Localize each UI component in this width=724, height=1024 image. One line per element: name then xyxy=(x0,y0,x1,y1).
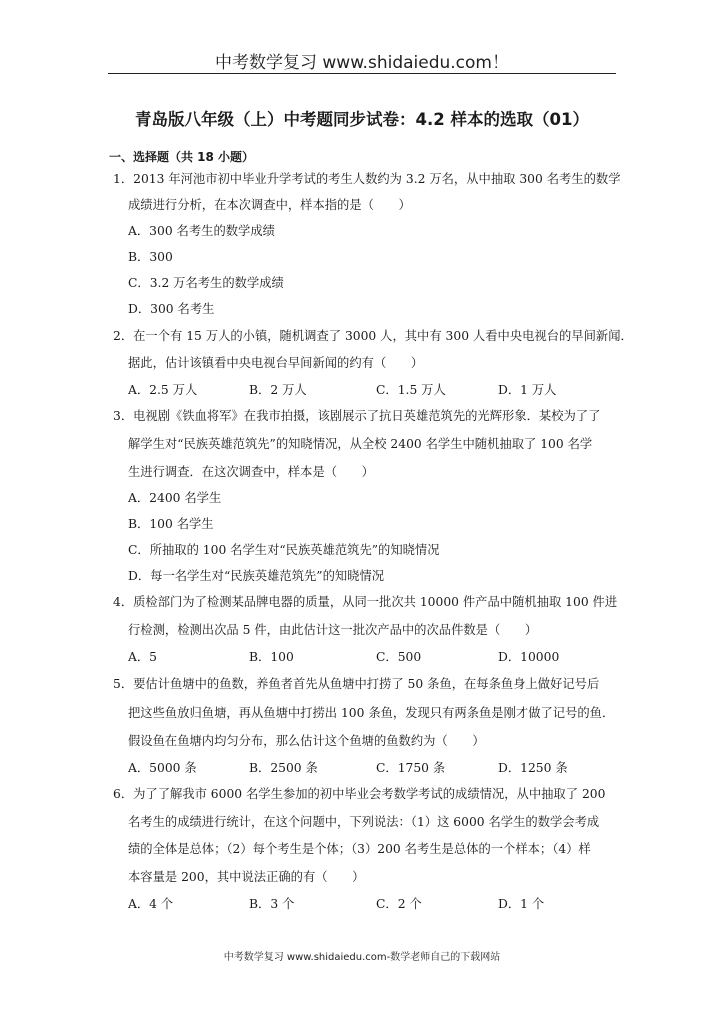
question-3-line-1: 3．电视剧《铁血将军》在我市拍摄，该剧展示了抗日英雄范筑先的光辉形象．某校为了了 xyxy=(113,409,601,423)
question-4-option-b: B．100 xyxy=(249,650,294,664)
question-6-line-2: 名考生的成绩进行统计，在这个问题中，下列说法：（1）这 6000 名学生的数学会考成 xyxy=(128,815,600,829)
question-6-line-4: 本容量是 200，其中说法正确的有（ ） xyxy=(128,870,365,884)
page-footer: 中考数学复习 www.shidaiedu.com-数学老师自己的下载网站 xyxy=(223,952,501,963)
question-5-option-c: C．1750 条 xyxy=(376,761,446,775)
question-5-option-a: A．5000 条 xyxy=(128,761,197,775)
question-6-option-d: D．1 个 xyxy=(498,897,545,911)
section-heading: 一、选择题（共 18 小题） xyxy=(109,150,255,164)
question-5-option-d: D．1250 条 xyxy=(498,761,568,775)
question-5-line-3: 假设鱼在鱼塘内均匀分布，那么估计这个鱼塘的鱼数约为（ ） xyxy=(128,734,485,748)
question-3-option-b: B．100 名学生 xyxy=(128,517,214,531)
question-3-line-2: 解学生对“民族英雄范筑先”的知晓情况，从全校 2400 名学生中随机抽取了 100 名学 xyxy=(128,437,593,451)
question-2-option-c: C．1.5 万人 xyxy=(376,383,446,397)
question-5-option-b: B．2500 条 xyxy=(249,761,318,775)
page-header: 中考数学复习 www.shidaiedu.com！ xyxy=(215,53,509,73)
question-6-option-b: B．3 个 xyxy=(249,897,295,911)
question-1-option-b: B．300 xyxy=(128,250,173,264)
question-4-line-1: 4．质检部门为了检测某品牌电器的质量，从同一批次共 10000 件产品中随机抽取 100 件进 xyxy=(113,595,618,609)
question-2-line-1: 2．在一个有 15 万人的小镇，随机调查了 3000 人，其中有 300 人看中央电视台的早间新闻． xyxy=(113,329,633,343)
question-4-option-d: D．10000 xyxy=(498,650,560,664)
question-2-option-d: D．1 万人 xyxy=(498,383,557,397)
question-3-option-d: D．每一名学生对“民族英雄范筑先”的知晓情况 xyxy=(128,569,385,583)
question-6-option-a: A．4 个 xyxy=(128,897,174,911)
question-3-option-c: C．所抽取的 100 名学生对“民族英雄范筑先”的知晓情况 xyxy=(128,543,440,557)
question-2-line-2: 据此，估计该镇看中央电视台早间新闻的约有（ ） xyxy=(128,356,424,370)
question-2-option-b: B．2 万人 xyxy=(249,383,307,397)
question-4-line-2: 行检测，检测出次品 5 件，由此估计这一批次产品中的次品件数是（ ） xyxy=(128,623,538,637)
question-2-option-a: A．2.5 万人 xyxy=(128,383,198,397)
question-4-option-c: C．500 xyxy=(376,650,422,664)
question-3-option-a: A．2400 名学生 xyxy=(128,491,222,505)
question-5-line-2: 把这些鱼放归鱼塘，再从鱼塘中打捞出 100 条鱼，发现只有两条鱼是刚才做了记号的鱼． xyxy=(128,706,615,720)
header-rule xyxy=(108,73,616,74)
question-6-option-c: C．2 个 xyxy=(376,897,422,911)
question-6-line-3: 绩的全体是总体；（2）每个考生是个体；（3）200 名考生是总体的一个样本；（4）样 xyxy=(128,842,591,856)
question-1-line-1: 1．2013 年河池市初中毕业升学考试的考生人数约为 3.2 万名，从中抽取 300 名考生的数学 xyxy=(113,172,621,186)
question-1-option-d: D．300 名考生 xyxy=(128,302,215,316)
question-1-option-a: A．300 名考生的数学成绩 xyxy=(128,224,275,238)
question-1-line-2: 成绩进行分析，在本次调查中，样本指的是（ ） xyxy=(128,198,411,212)
question-4-option-a: A．5 xyxy=(128,650,158,664)
question-3-line-3: 生进行调查．在这次调查中，样本是（ ） xyxy=(128,465,374,479)
question-1-option-c: C．3.2 万名考生的数学成绩 xyxy=(128,276,284,290)
question-6-line-1: 6．为了了解我市 6000 名学生参加的初中毕业会考数学考试的成绩情况，从中抽取了 200 xyxy=(113,787,606,801)
question-5-line-1: 5．要估计鱼塘中的鱼数，养鱼者首先从鱼塘中打捞了 50 条鱼，在每条鱼身上做好记号后 xyxy=(113,677,600,691)
page-title: 青岛版八年级（上）中考题同步试卷：4.2 样本的选取（01） xyxy=(135,110,589,129)
